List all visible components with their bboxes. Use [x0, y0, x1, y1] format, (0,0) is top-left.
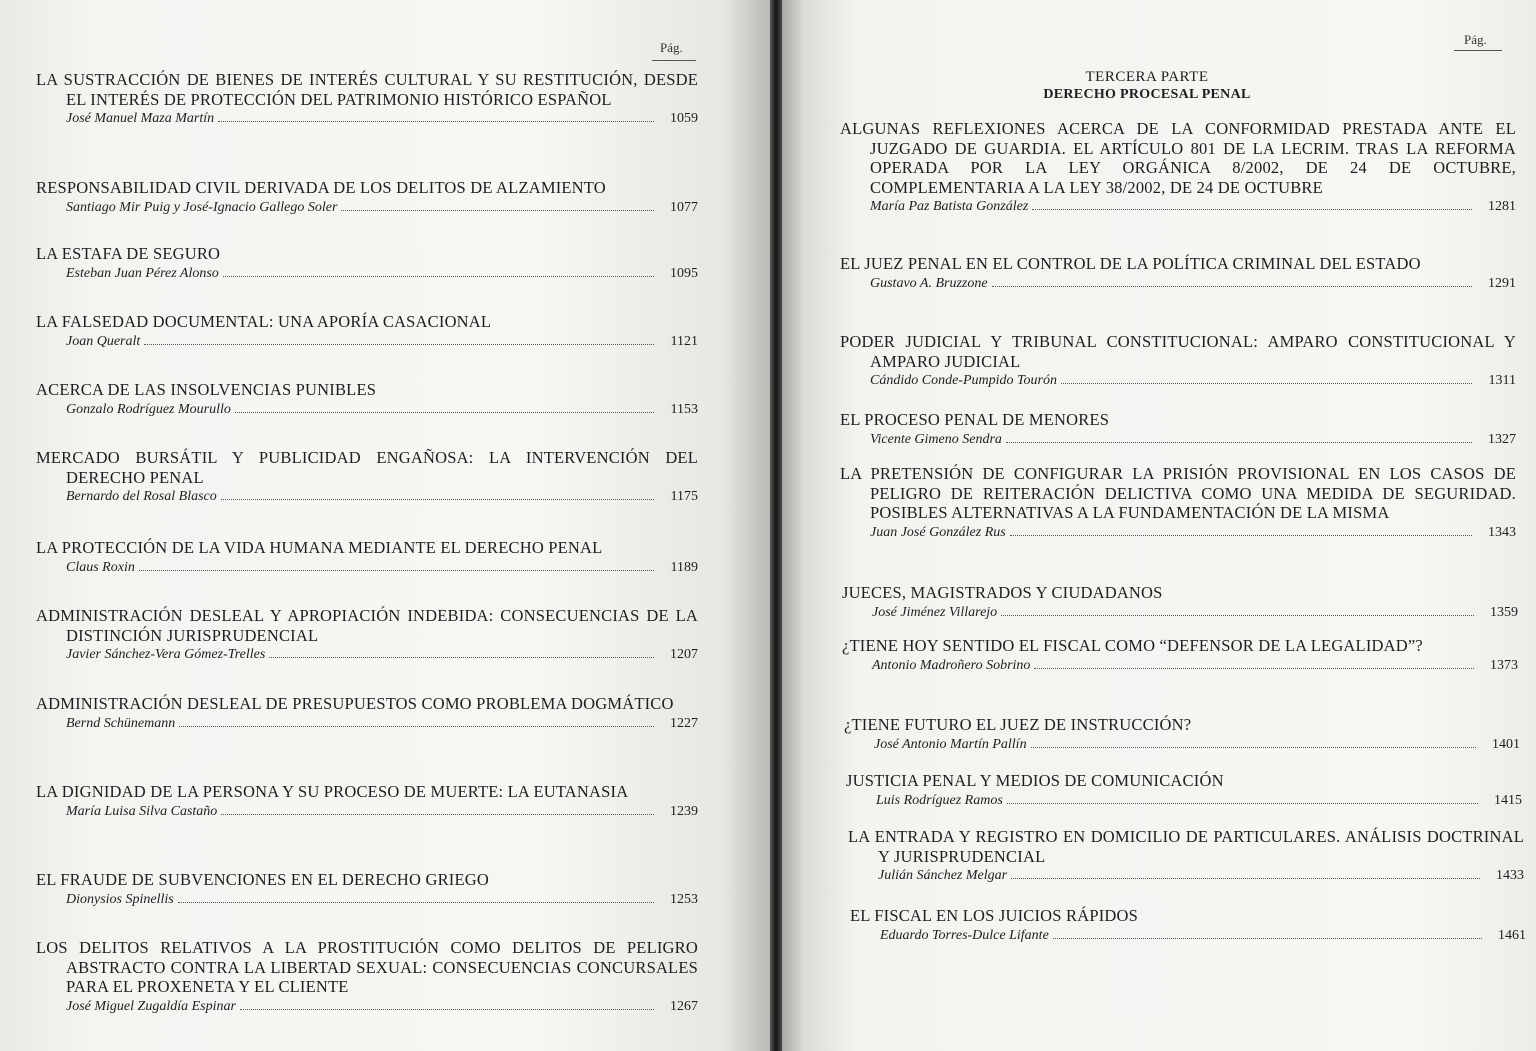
entry-author-line: [36, 334, 698, 350]
toc-entry: [36, 312, 698, 350]
toc-entry: [36, 380, 698, 418]
entry-title: LOS DELITOS RELATIVOS A LA PROSTITUCIÓN COMO DELITOS DE PELIGRO ABSTRACTO CONTRA LA LIBERTAD SEXUAL: CONSECUENCIAS CONCURSALES PARA EL PROXENETA Y EL CLIENTE: [36, 938, 698, 996]
entry-author: Bernardo del Rosal Blasco: [66, 489, 217, 504]
leader-dots: [1006, 441, 1472, 443]
entry-page: 1359: [1490, 604, 1518, 620]
entry-title: MERCADO BURSÁTIL Y PUBLICIDAD ENGAÑOSA: LA INTERVENCIÓN DEL DERECHO PENAL: [36, 448, 698, 487]
entry-page: 1327: [1488, 431, 1516, 447]
entry-page: 1343: [1488, 524, 1516, 540]
entry-page: 1077: [670, 199, 698, 215]
leader-dots: [1001, 614, 1474, 616]
toc-entry: [844, 715, 1520, 753]
toc-entry: [840, 119, 1516, 215]
entry-author-line: [36, 892, 698, 908]
toc-entry: [36, 178, 698, 216]
entry-page: 1373: [1490, 657, 1518, 673]
leader-dots: [235, 411, 654, 413]
toc-entry: [840, 410, 1516, 448]
leader-dots: [1061, 382, 1472, 384]
toc-entry: [36, 694, 698, 732]
entry-author-line: [36, 111, 698, 127]
entry-author-line: [844, 737, 1520, 753]
entry-page: 1311: [1488, 373, 1516, 388]
entry-author-line: [846, 793, 1522, 809]
toc-entry: [36, 70, 698, 127]
leader-dots: [341, 209, 654, 211]
entry-author: Julián Sánchez Melgar: [878, 868, 1008, 883]
entry-author: Gonzalo Rodríguez Mourullo: [66, 401, 231, 417]
entry-author: Antonio Madroñero Sobrino: [872, 657, 1031, 673]
entry-title: LA ENTRADA Y REGISTRO EN DOMICILIO DE PARTICULARES. ANÁLISIS DOCTRINAL Y JURISPRUDENCIAL: [848, 827, 1524, 866]
leader-dots: [1034, 667, 1474, 669]
leader-dots: [223, 275, 654, 277]
entry-author: Eduardo Torres-Dulce Lifante: [880, 927, 1049, 943]
entry-title: LA SUSTRACCIÓN DE BIENES DE INTERÉS CULTURAL Y SU RESTITUCIÓN, DESDE EL INTERÉS DE PROTECCIÓN DEL PATRIMONIO HISTÓRICO ESPAÑOL: [36, 70, 698, 109]
book-gutter: [770, 0, 782, 1051]
toc-entry: [840, 464, 1516, 541]
entry-author: José Miguel Zugaldía Espinar: [66, 998, 236, 1014]
leader-dots: [1032, 208, 1472, 210]
entry-author: Cándido Conde-Pumpido Tourón: [870, 373, 1057, 388]
entry-author-line: [842, 658, 1518, 674]
entry-page: 1461: [1498, 927, 1526, 943]
entry-author: Esteban Juan Pérez Alonso: [66, 265, 219, 281]
entry-author: José Manuel Maza Martín: [66, 111, 215, 126]
leader-dots: [1011, 877, 1480, 879]
entry-author-line: [36, 560, 698, 576]
toc-entry: [36, 782, 698, 820]
toc-entry: [846, 771, 1522, 809]
entry-page: 1153: [670, 401, 698, 417]
entry-author: Claus Roxin: [66, 559, 135, 575]
entry-page: 1189: [670, 559, 698, 575]
leader-dots: [221, 813, 654, 815]
entry-page: 1401: [1492, 736, 1520, 752]
entry-author-line: [850, 928, 1526, 944]
entry-title: LA ESTAFA DE SEGURO: [36, 244, 221, 263]
toc-entry: [36, 606, 698, 663]
pag-rule: [1454, 50, 1502, 51]
entry-author-line: [36, 716, 698, 732]
leader-dots: [178, 901, 654, 903]
leader-dots: [218, 120, 654, 122]
toc-entry: [842, 636, 1518, 674]
entry-page: 1415: [1494, 792, 1522, 808]
entry-author: José Jiménez Villarejo: [872, 604, 998, 620]
entry-author: Luis Rodríguez Ramos: [876, 792, 1003, 808]
toc-entry: [36, 538, 698, 576]
entry-author-line: [36, 489, 698, 505]
leader-dots: [144, 343, 654, 345]
entry-author: Santiago Mir Puig y José-Ignacio Gallego Soler: [66, 199, 338, 215]
entry-title: JUECES, MAGISTRADOS Y CIUDADANOS: [842, 583, 1163, 602]
entry-author: María Paz Batista González: [870, 199, 1029, 214]
entry-title: JUSTICIA PENAL Y MEDIOS DE COMUNICACIÓN: [846, 771, 1224, 790]
entry-title: ADMINISTRACIÓN DESLEAL Y APROPIACIÓN INDEBIDA: CONSECUENCIAS DE LA DISTINCIÓN JURISPRUDENCIAL: [36, 606, 698, 645]
entry-title: EL PROCESO PENAL DE MENORES: [840, 410, 1110, 429]
entry-title: EL JUEZ PENAL EN EL CONTROL DE LA POLÍTICA CRIMINAL DEL ESTADO: [840, 254, 1421, 273]
entry-author-line: [840, 199, 1516, 215]
section-heading: [937, 68, 1357, 104]
entry-title: ALGUNAS REFLEXIONES ACERCA DE LA CONFORMIDAD PRESTADA ANTE EL JUZGADO DE GUARDIA. EL ARTÍCULO 801 DE LA LECRIM. TRAS LA REFORMA OPERADA POR LA LEY ORGÁNICA 8/2002, DE 24 DE OCTUBRE, COMPLEMENTARIA A LA LEY 38/2002, DE 24 DE OCTUBRE: [840, 119, 1516, 197]
entry-author: Juan José González Rus: [870, 524, 1006, 540]
entry-author: Vicente Gimeno Sendra: [870, 431, 1002, 447]
entry-page: 1095: [670, 265, 698, 281]
entry-author-line: [36, 402, 698, 418]
entry-page: 1059: [670, 111, 698, 126]
entry-title: EL FISCAL EN LOS JUICIOS RÁPIDOS: [850, 906, 1138, 925]
entry-title: ¿TIENE HOY SENTIDO EL FISCAL COMO “DEFENSOR DE LA LEGALIDAD”?: [842, 636, 1423, 655]
entry-author: Bernd Schünemann: [66, 715, 176, 731]
leader-dots: [269, 656, 654, 658]
entry-author-line: [36, 266, 698, 282]
entry-title: RESPONSABILIDAD CIVIL DERIVADA DE LOS DELITOS DE ALZAMIENTO: [36, 178, 606, 197]
section-title: DERECHO PROCESAL PENAL: [1043, 87, 1251, 102]
entry-title: LA PROTECCIÓN DE LA VIDA HUMANA MEDIANTE EL DERECHO PENAL: [36, 538, 603, 557]
toc-entry: [36, 244, 698, 282]
entry-title: ACERCA DE LAS INSOLVENCIAS PUNIBLES: [36, 380, 377, 399]
toc-entry: [840, 332, 1516, 389]
entry-page: 1267: [670, 998, 698, 1014]
entry-author-line: [842, 605, 1518, 621]
leader-dots: [240, 1008, 654, 1010]
leader-dots: [139, 569, 654, 571]
entry-author-line: [36, 804, 698, 820]
entry-author: Dionysios Spinellis: [66, 891, 174, 907]
toc-entry: [36, 870, 698, 908]
entry-page: 1253: [670, 891, 698, 907]
toc-entry: [842, 583, 1518, 621]
entry-page: 1291: [1488, 275, 1516, 291]
entry-title: ¿TIENE FUTURO EL JUEZ DE INSTRUCCIÓN?: [844, 715, 1192, 734]
entry-author-line: [840, 432, 1516, 448]
entry-author-line: [840, 373, 1516, 389]
leader-dots: [1031, 746, 1476, 748]
section-part: TERCERA PARTE: [1085, 69, 1209, 85]
leader-dots: [992, 285, 1472, 287]
leader-dots: [1053, 937, 1482, 939]
toc-entry: [840, 254, 1516, 292]
entry-title: LA DIGNIDAD DE LA PERSONA Y SU PROCESO DE MUERTE: LA EUTANASIA: [36, 782, 629, 801]
entry-author-line: [36, 647, 698, 663]
toc-entry: [848, 827, 1524, 884]
entry-title: ADMINISTRACIÓN DESLEAL DE PRESUPUESTOS COMO PROBLEMA DOGMÁTICO: [36, 694, 674, 713]
right-page: [782, 0, 1536, 1051]
entry-author: María Luisa Silva Castaño: [66, 803, 218, 819]
toc-entry: [36, 448, 698, 505]
pag-label: Pág.: [1464, 32, 1487, 47]
leader-dots: [1010, 534, 1472, 536]
entry-page: 1433: [1496, 868, 1524, 883]
entry-author: Javier Sánchez-Vera Gómez-Trelles: [66, 647, 266, 662]
entry-author: Joan Queralt: [66, 333, 141, 349]
entry-author-line: [840, 525, 1516, 541]
toc-entry: [850, 906, 1526, 944]
entry-author: Gustavo A. Bruzzone: [870, 275, 988, 291]
pag-rule: [652, 60, 696, 61]
entry-page: 1121: [670, 333, 698, 349]
leader-dots: [1007, 802, 1478, 804]
entry-title: LA PRETENSIÓN DE CONFIGURAR LA PRISIÓN PROVISIONAL EN LOS CASOS DE PELIGRO DE REITERACIÓN DELICTIVA COMO UNA MEDIDA DE SEGURIDAD. POSIBLES ALTERNATIVAS A LA FUNDAMENTACIÓN DE LA MISMA: [840, 464, 1516, 522]
entry-author-line: [36, 999, 698, 1015]
entry-author-line: [36, 200, 698, 216]
entry-page: 1207: [670, 647, 698, 662]
entry-author: José Antonio Martín Pallín: [874, 736, 1027, 752]
entry-page: 1227: [670, 715, 698, 731]
toc-entry: [36, 938, 698, 1015]
entry-page: 1281: [1488, 199, 1516, 214]
entry-author-line: [840, 276, 1516, 292]
entry-author-line: [848, 868, 1524, 884]
leader-dots: [179, 725, 654, 727]
entry-title: EL FRAUDE DE SUBVENCIONES EN EL DERECHO GRIEGO: [36, 870, 489, 889]
entry-page: 1239: [670, 803, 698, 819]
leader-dots: [221, 498, 654, 500]
entry-page: 1175: [670, 489, 698, 504]
entry-title: PODER JUDICIAL Y TRIBUNAL CONSTITUCIONAL: AMPARO CONSTITUCIONAL Y AMPARO JUDICIAL: [840, 332, 1516, 371]
pag-label: Pág.: [660, 40, 683, 55]
entry-title: LA FALSEDAD DOCUMENTAL: UNA APORÍA CASACIONAL: [36, 312, 492, 331]
